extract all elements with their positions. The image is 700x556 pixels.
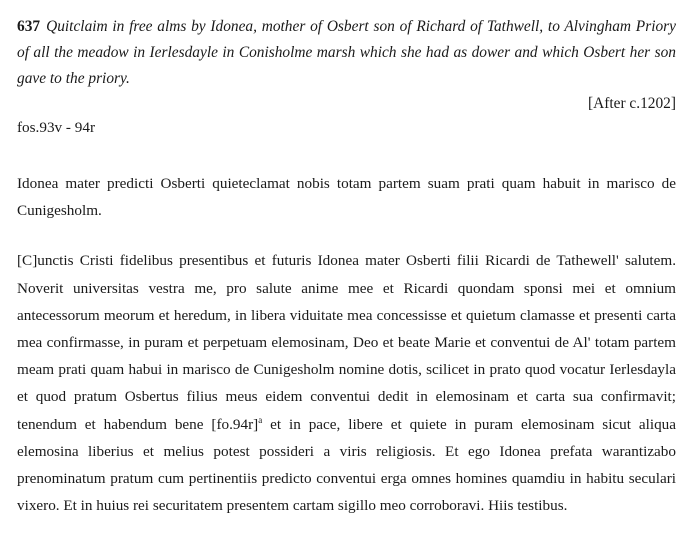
footnote-marker: a: [258, 414, 263, 425]
charter-text-part-2: et in pace, libere et quiete in puram elemosinam sicut aliqua elemosina liberius et melius potest possideri a viris religiosis. Et ego Idonea prefata warantizabo prenominatum pratum cum pertinentiis predicto conventui erga omnes homines quamdiu in habitu seculari vixero. Et in huius rei securitatem presentem cartam sigillo meo corroboravi. Hiis testibus.: [17, 415, 676, 515]
folio-reference: fos.93v - 94r: [17, 119, 96, 136]
charter-number: 637: [17, 18, 41, 35]
charter-date: [After c.1202]: [587, 95, 676, 112]
charter-text-part-1: [C]unctis Cristi fidelibus presentibus et futuris Idonea mater Osberti filii Ricardi de Tathewell' salutem. Noverit universitas vestra me, pro salute anime mee et Ricardi quondam sponsi mei et omnium antecessorum meorum et heredum, in libera viduitate mea concessisse et quietum clamasse et presenti carta mea confirmasse, in puram et perpetuam elemosinam, Deo et beate Marie et conventui de Al' totam partem meam prati quam habui in marisco de Cunigesholm nomine dotis, scilicet in prato quod vocatur Ierlesdayla et quod pratum Osbertus filius meus eidem conventui dedit in elemosinam et carta sua confirmavit; tenendum et habendum bene [fo.94r]: [17, 252, 676, 433]
latin-abstract: Idonea mater predicti Osberti quieteclamat nobis totam partem suam prati quam habuit in marisco de Cunigesholm.: [17, 175, 676, 220]
charter-heading: [17, 14, 676, 92]
charter-text: [17, 247, 676, 519]
charter-summary: Quitclaim in free alms by Idonea, mother of Osbert son of Richard of Tathwell, to Alvingham Priory of all the meadow in Ierlesdayle in Conisholme marsh which she had as dower and which Osbert her son gave to the priory.: [17, 18, 676, 87]
